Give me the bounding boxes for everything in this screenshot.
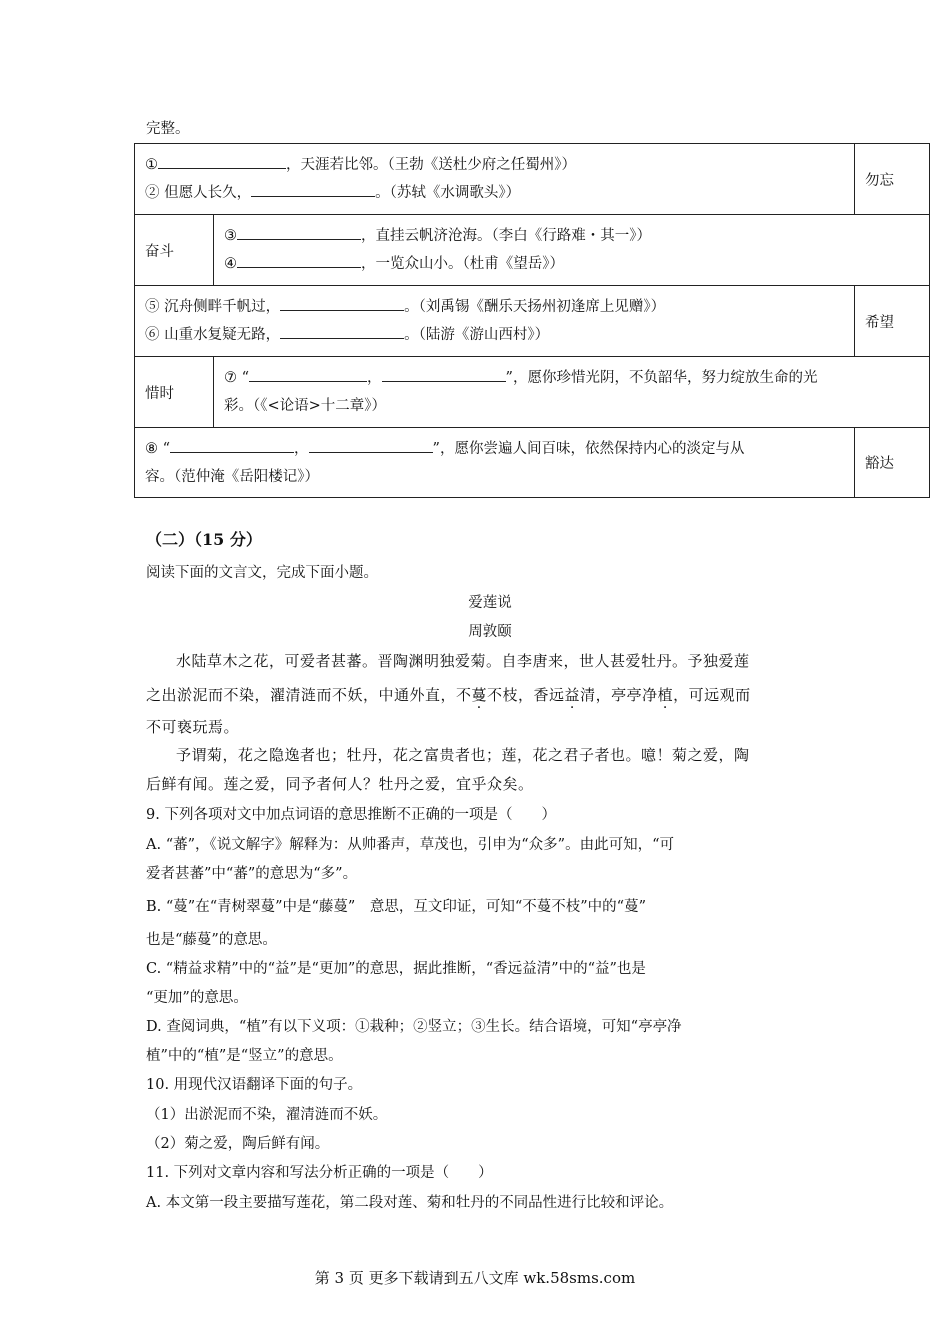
- verse-text: ⑧ “: [145, 440, 171, 457]
- verse-text: ①: [145, 157, 158, 173]
- essay-paragraph-2-line: 予谓菊，花之隐逸者也；牡丹，花之富贵者也；莲，花之君子者也。噫！菊之爱，陶: [176, 746, 750, 764]
- option-b: 也是“藤蔓”的意思。: [146, 932, 277, 948]
- instruction-text: 阅读下面的文言文，完成下面小题。: [146, 565, 378, 581]
- answer-blank[interactable]: [237, 224, 361, 240]
- theme-label: 奋斗: [135, 215, 214, 286]
- essay-paragraph-1-line: [146, 684, 751, 705]
- table-row: [135, 286, 930, 357]
- dotted-word: 蔓: [471, 686, 488, 704]
- essay-paragraph-1-line: 不可亵玩焉。: [146, 718, 240, 736]
- option-a: 爱者甚蕃”中“蕃”的意思为“多”。: [146, 866, 358, 882]
- verse-text: 。（陆游《游山西村》）: [404, 327, 550, 343]
- verse-text: ，一览众山小。（杜甫《望岳》）: [361, 256, 564, 272]
- question-9: 9. 下列各项对文中加点词语的意思推断不正确的一项是（ ）: [146, 807, 556, 823]
- table-cell-verses: [214, 357, 930, 428]
- option-c: C. “精益求精”中的“益”是“更加”的意思，据此推断，“香远益清”中的“益”也是: [146, 961, 646, 977]
- answer-blank[interactable]: [280, 323, 404, 339]
- essay-text: 清，亭亭净: [580, 686, 658, 704]
- verse-text: ② 但愿人长久，: [145, 185, 252, 201]
- verse-text: ⑦ “: [224, 370, 250, 386]
- answer-blank[interactable]: [309, 437, 433, 453]
- poetry-fill-table: [134, 143, 930, 498]
- option-b: B. “蔓”在“青树翠蔓”中是“藤蔓” 意思，互文印证，可知“不蔓不枝”中的“蔓”: [146, 899, 646, 915]
- theme-label: 勿忘: [855, 144, 930, 215]
- verse-text: ⑤ 沉舟侧畔千帆过，: [145, 299, 281, 315]
- table-row: [135, 144, 930, 215]
- verse-text: ，天涯若比邻。（王勃《送杜少府之任蜀州》）: [286, 157, 576, 173]
- verse-text: ③: [224, 228, 237, 244]
- verse-text: 容。（范仲淹《岳阳楼记》）: [145, 468, 319, 485]
- question-10: 10. 用现代汉语翻译下面的句子。: [146, 1077, 363, 1093]
- verse-text: 。（苏轼《水调歌头》）: [375, 185, 521, 201]
- theme-label: 豁达: [855, 428, 930, 498]
- table-row: [135, 215, 930, 286]
- answer-blank[interactable]: [251, 181, 375, 197]
- answer-blank[interactable]: [382, 366, 506, 382]
- essay-text: 不枝，香远: [487, 686, 565, 704]
- verse-text: ”，愿你珍惜光阴，不负韶华，努力绽放生命的光: [505, 370, 818, 386]
- answer-blank[interactable]: [237, 252, 361, 268]
- verse-text: 。（刘禹锡《酬乐天扬州初逢席上见赠》）: [404, 299, 666, 315]
- dotted-word: 益: [564, 686, 581, 704]
- verse-text: ④: [224, 256, 237, 272]
- intro-text: 完整。: [146, 121, 190, 137]
- section-title: （二）（15 分）: [146, 530, 262, 549]
- question-10-item: （1）出淤泥而不染，濯清涟而不妖。: [146, 1107, 388, 1123]
- page-footer: 第 3 页 更多下载请到五八文库 wk.58sms.com: [314, 1269, 636, 1287]
- verse-text: ”，愿你尝遍人间百味，依然保持内心的淡定与从: [432, 440, 745, 457]
- essay-text: 之出淤泥而不染，濯清涟而不妖，中通外直，不: [146, 686, 472, 704]
- answer-blank[interactable]: [170, 437, 294, 453]
- option-a: A. 本文第一段主要描写莲花，第二段对莲、菊和牡丹的不同品性进行比较和评论。: [146, 1195, 674, 1211]
- verse-text: ⑥ 山重水复疑无路，: [145, 327, 281, 343]
- option-c: “更加”的意思。: [146, 990, 248, 1006]
- question-10-item: （2）菊之爱，陶后鲜有闻。: [146, 1136, 330, 1152]
- theme-label: 希望: [855, 286, 930, 357]
- table-cell-verses: [214, 215, 930, 286]
- essay-paragraph-1-line: 水陆草木之花，可爱者甚蕃。晋陶渊明独爱菊。自李唐来，世人甚爱牡丹。予独爱莲: [176, 652, 750, 670]
- essay-paragraph-2-line: 后鲜有闻。莲之爱，同予者何人？牡丹之爱，宜乎众矣。: [146, 775, 534, 793]
- answer-blank[interactable]: [158, 153, 286, 169]
- verse-text: ，: [294, 440, 309, 457]
- option-d: D. 查阅词典，“植”有以下义项：①栽种；②竖立；③生长。结合语境，可知“亭亭净: [146, 1019, 682, 1035]
- option-a: A. “蕃”，《说文解字》解释为：从帅番声，草茂也，引申为“众多”。由此可知，“可: [146, 837, 675, 853]
- essay-title: 爱莲说: [468, 595, 512, 611]
- essay-text: ，可远观而: [673, 686, 751, 704]
- table-cell-verses: [135, 144, 855, 215]
- dotted-word: 植: [657, 686, 674, 704]
- verse-text: ，直挂云帆济沧海。（李白《行路难・其一》）: [361, 228, 651, 244]
- question-11: 11. 下列对文章内容和写法分析正确的一项是（ ）: [146, 1165, 493, 1181]
- table-row: [135, 428, 930, 498]
- answer-blank[interactable]: [249, 366, 367, 382]
- verse-text: 彩。（《<论语>十二章》）: [224, 398, 387, 414]
- option-d: 植”中的“植”是“竖立”的意思。: [146, 1048, 343, 1064]
- verse-text: ，: [367, 370, 382, 386]
- answer-blank[interactable]: [280, 295, 404, 311]
- table-row: [135, 357, 930, 428]
- table-cell-verses: [135, 428, 855, 498]
- essay-author: 周敦颐: [468, 624, 512, 640]
- theme-label: 惜时: [135, 357, 214, 428]
- table-cell-verses: [135, 286, 855, 357]
